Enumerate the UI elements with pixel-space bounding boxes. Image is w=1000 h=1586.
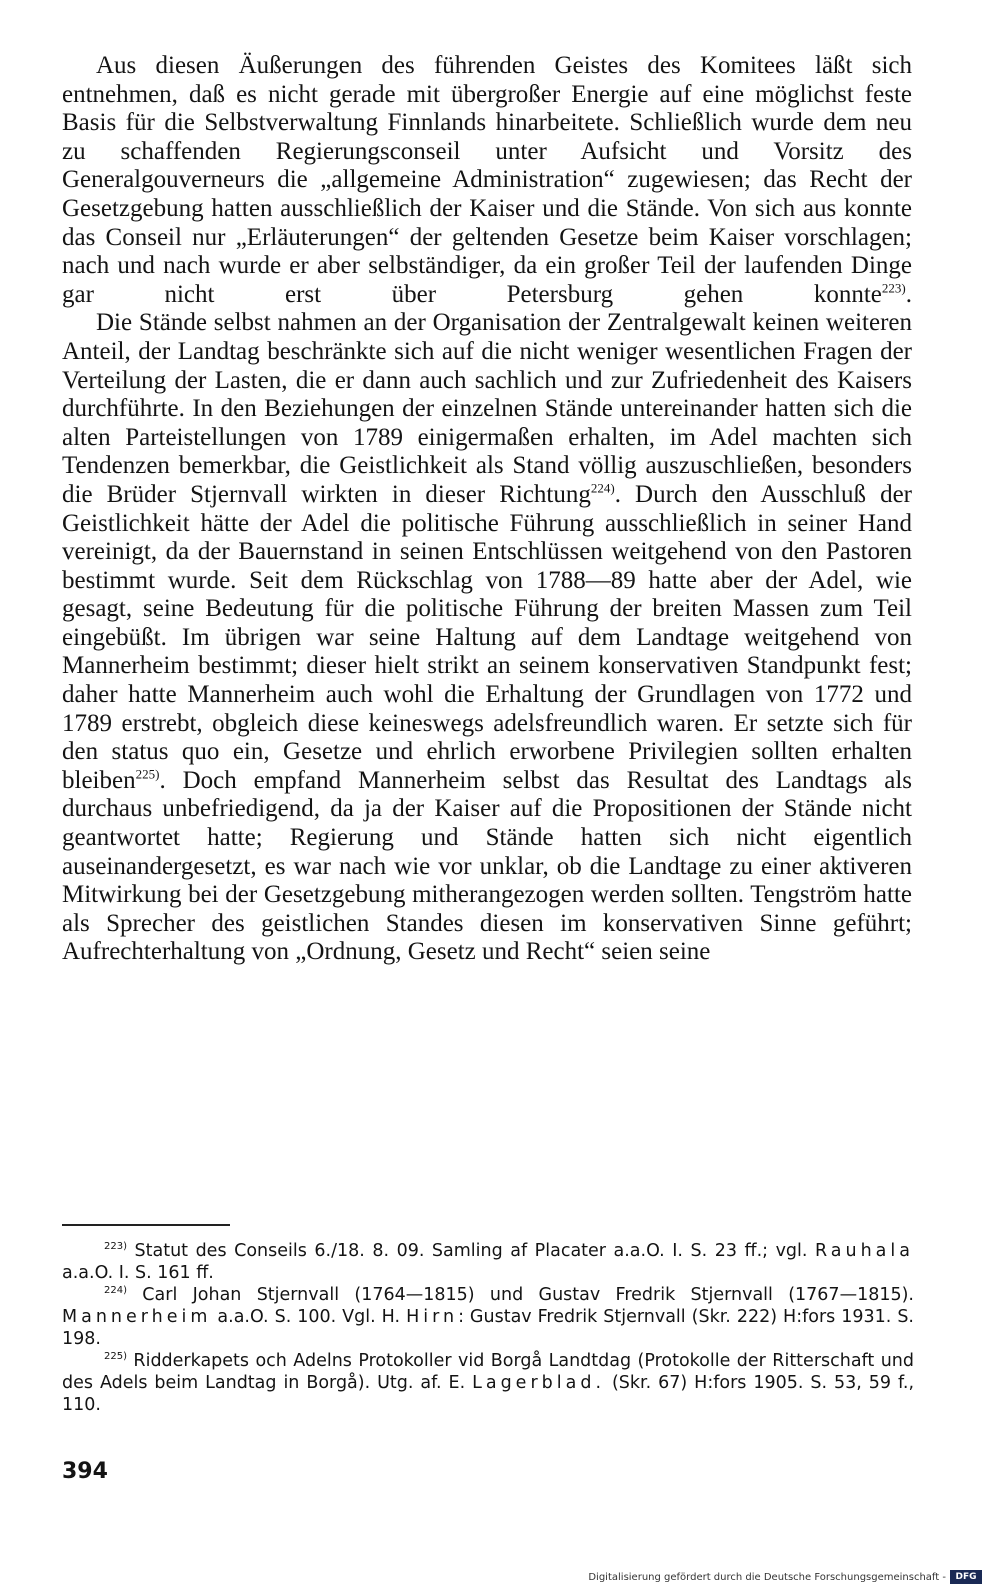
- paragraph: Die Stände selbst nahmen an der Organisation der Zentralgewalt keinen weiteren Anteil, der Landtag beschränkte sich auf die nicht weniger wesentlichen Fragen der Verteilung der Lasten, die er dann auch sachlich und zur Zufriedenheit des Kaisers durchführte. In den Beziehungen der einzelnen Stände untereinander hatten sich die alten Parteistellungen von 1789 einigermaßen erhalten, im Adel machten sich Tendenzen bemerkbar, die Geistlichkeit als Stand völlig auszuschließen, besonders die Brüder Stjernvall wirkten in dieser Richtung$^{224)}$. Durch den Ausschluß der Geistlichkeit hätte der Adel die politische Führung ausschließlich in seiner Hand vereinigt, da der Bauernstand in seinen Entschlüssen weitgehend von den Pastoren bestimmt wurde. Seit dem Rückschlag von 1788—89 hatte aber der Adel, wie gesagt, seine Bedeutung für die politische Führung der breiten Massen zum Teil eingebüßt. Im übrigen war seine Haltung auf dem Landtage weitgehend von Mannerheim bestimmt; dieser hielt strikt an seinem konservativen Standpunkt fest; daher hatte Mannerheim auch wohl die Erhaltung der Grundlagen von 1772 und 1789 erstrebt, obgleich diese keineswegs adelsfreundlich waren. Er setzte sich für den status quo ein, Gesetze und ehrlich erworbene Privilegien sollten erhalten bleiben$^{225)}$. Doch empfand Mannerheim selbst das Resultat des Landtags als durchaus unbefriedigend, da ja der Kaiser auf die Propositionen der Stände nicht geantwortet hatte; Regierung und Stände hatten sich nicht eigentlich auseinandergesetzt, es war nach wie vor unklar, ob die Landtage zu einer aktiveren Mitwirkung bei der Gesetzgebung mitherangezogen werden sollten. Tengström hatte als Sprecher des geistlichen Standes diesen im konservativen Sinne geführt; Aufrechterhaltung von „Ordnung, Gesetz und Recht“ seien seine: [62, 309, 912, 966]
- footnote-224: $^{224)}$ Carl Johan Stjernvall (1764—1815) und Gustav Fredrik Stjernvall (1767—1815). Mannerheim a.a.O. S. 100. Vgl. H. Hirn: Gustav Fredrik Stjernvall (Skr. 222) H:fors 1931. S. 198.: [62, 1285, 914, 1349]
- author-name: Mannerheim: [62, 1307, 212, 1327]
- author-name: Hirn: [406, 1307, 459, 1327]
- footnotes: [62, 1240, 914, 1416]
- footnote-ref-223[interactable]: 223): [881, 280, 906, 296]
- main-text: [62, 52, 912, 967]
- footnote-divider: [62, 1224, 230, 1226]
- footnote-225: $^{225)}$ Ridderkapets och Adelns Protokoller vid Borgå Landtdag (Protokolle der Ritterschaft und des Adels beim Landtag in Borgå). Utg. af. E. Lagerblad. (Skr. 67) H:fors 1905. S. 53, 59 f., 110.: [62, 1351, 915, 1415]
- footnote-223: $^{223)}$ Statut des Conseils 6./18. 8. 09. Samling af Placater a.a.O. I. S. 23 ff.; vgl. Rauhala a.a.O. I. S. 161 ff.: [62, 1241, 914, 1283]
- page-number: 394: [62, 1459, 108, 1484]
- footnote-ref-225[interactable]: 225): [135, 766, 160, 782]
- paragraph: Aus diesen Äußerungen des führenden Geistes des Komitees läßt sich entnehmen, daß es nicht gerade mit übergroßer Energie auf eine möglichst feste Basis für die Selbstverwaltung Finnlands hinarbeitete. Schließlich wurde dem neu zu schaffenden Regierungsconseil unter Aufsicht und Vorsitz des Generalgouverneurs die „allgemeine Administration“ zugewiesen; das Recht der Gesetzgebung hatten ausschließlich der Kaiser und die Stände. Von sich aus konnte das Conseil nur „Erläuterungen“ der geltenden Gesetze beim Kaiser vorschlagen; nach und nach wurde er aber selbständiger, da ein großer Teil der laufenden Dinge gar nicht erst über Petersburg gehen konnte$^{223)}$.: [62, 52, 912, 308]
- footnote-ref-224[interactable]: 224): [590, 480, 615, 496]
- author-name: Rauhala: [815, 1241, 914, 1261]
- digitization-credit: Digitalisierung gefördert durch die Deutsche Forschungsgemeinschaft -: [588, 1572, 946, 1583]
- dfg-logo: DFG: [950, 1570, 982, 1584]
- author-name: Lagerblad.: [472, 1373, 606, 1393]
